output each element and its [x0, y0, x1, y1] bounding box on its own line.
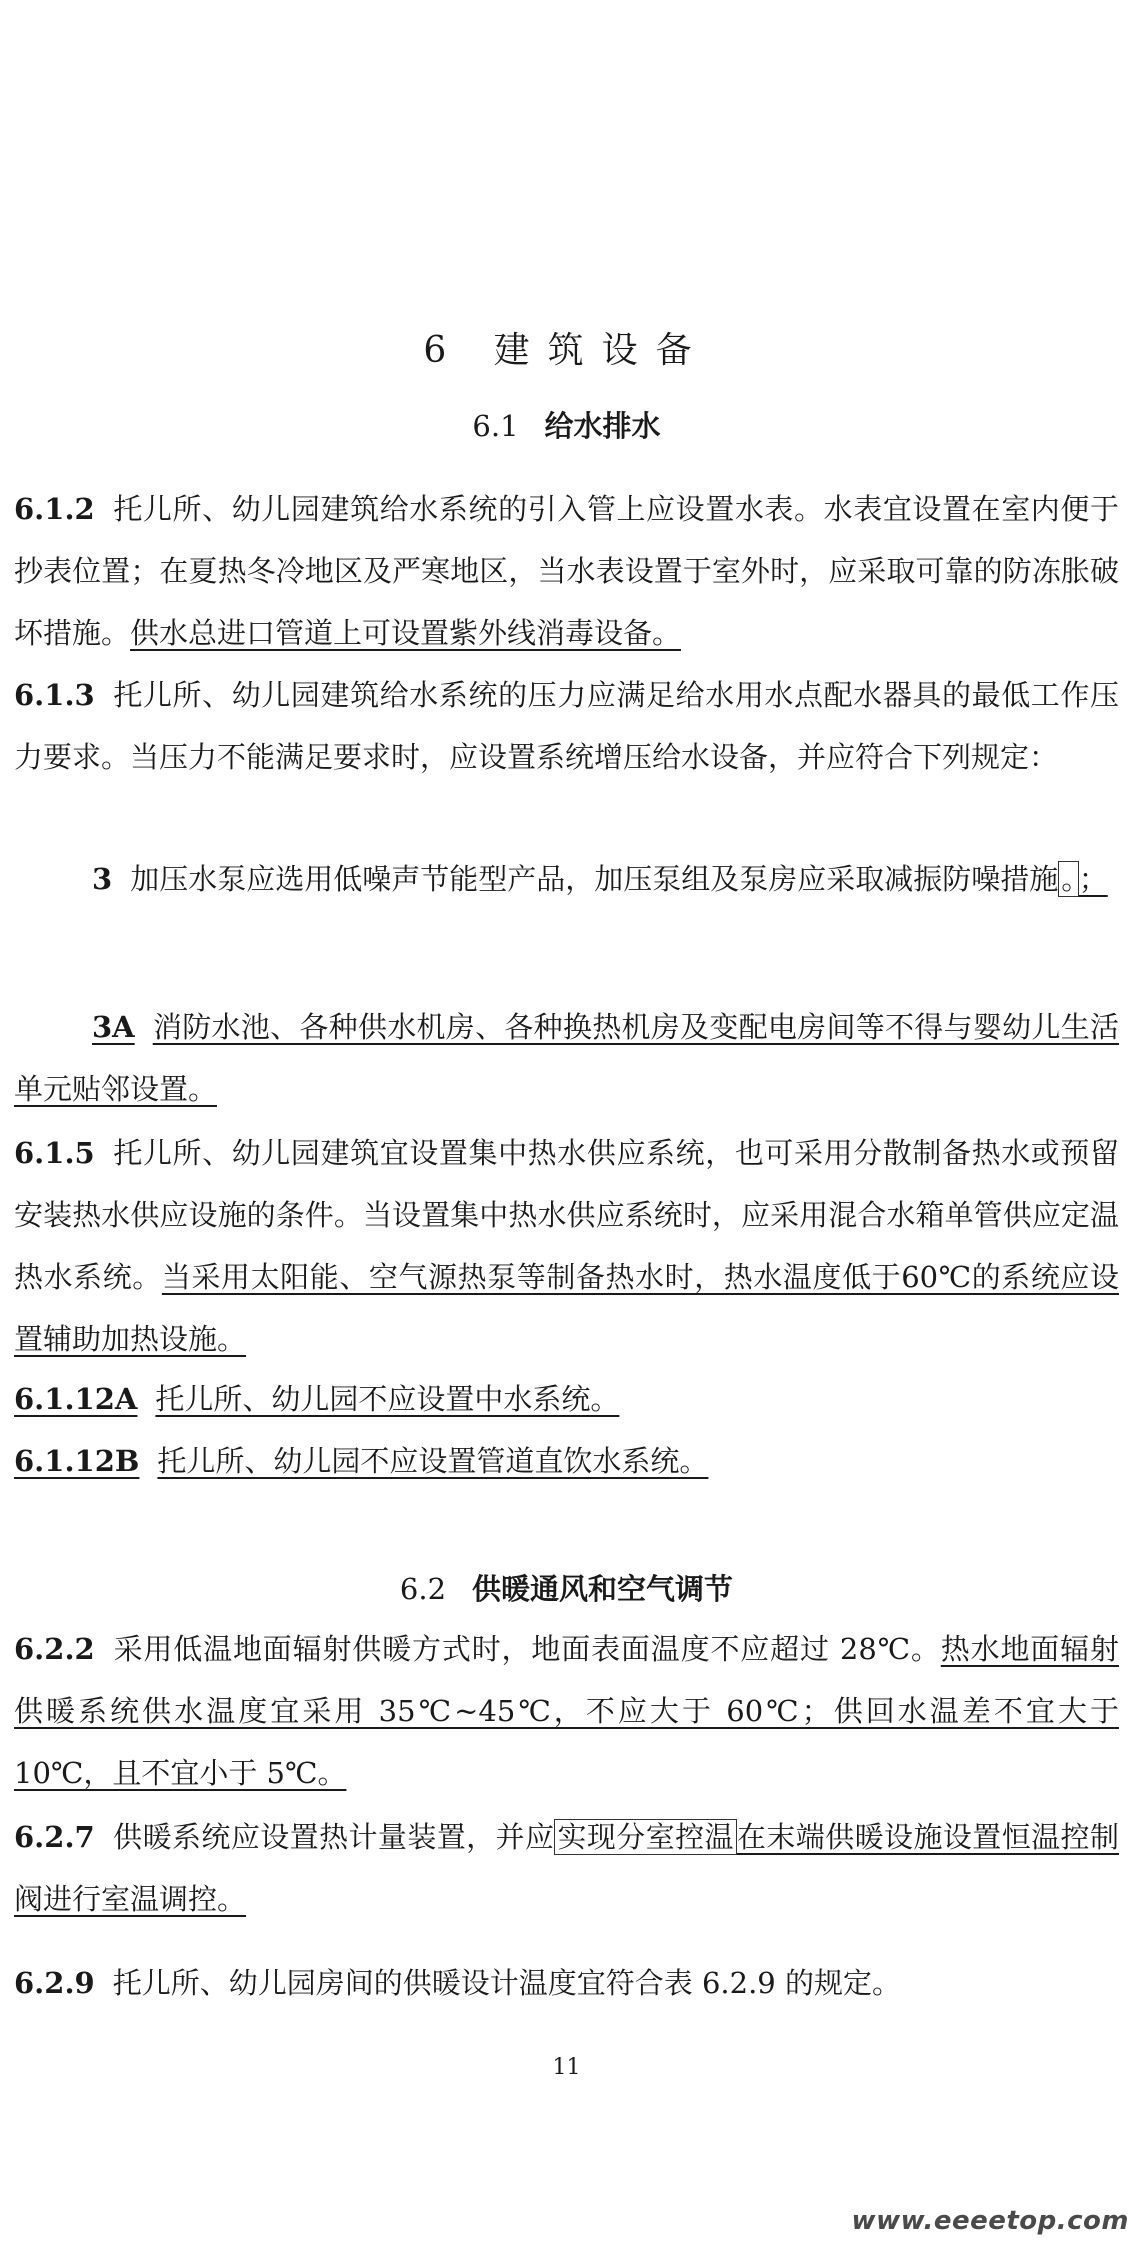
clause-number: 6.2.9 — [14, 1966, 95, 2000]
clause-6-1-3 — [14, 664, 1119, 788]
clause-text: 托儿所、幼儿园建筑给水系统的压力应满足给水用水点配水器具的最低工作压力要求。当压力不能满足要求时，应设置系统增压给水设备，并应符合下列规定： — [14, 678, 1119, 774]
clause-text: 托儿所、幼儿园建筑宜设置集中热水供应系统，也可采用分散制备热水或预留安装热水供应设施的条件。当设置集中热水供应系统时，应采用混合水箱单管供应定温热水系统。 — [14, 1136, 1119, 1294]
section-number: 6.1 — [472, 409, 519, 443]
clause-6-1-12b — [14, 1430, 1119, 1492]
clause-6-2-2 — [14, 1618, 1119, 1804]
clause-number: 6.1.5 — [14, 1136, 95, 1170]
clause-text: 托儿所、幼儿园不应设置管道直饮水系统。 — [157, 1444, 709, 1478]
clause-text: 供暖系统应设置热计量装置，并应 — [112, 1820, 555, 1854]
added-text: 在末端供暖设施设置恒温控制阀进行室温调控。 — [14, 1820, 1119, 1916]
added-text: ； — [1078, 862, 1108, 896]
chapter-title: 6 建筑设备 — [423, 330, 710, 371]
clause-number: 6.1.3 — [14, 678, 95, 712]
clause-number: 6.1.12A — [14, 1382, 138, 1416]
clause-number: 6.2.2 — [14, 1632, 95, 1666]
section-number: 6.2 — [399, 1572, 447, 1606]
watermark: www.eeeetop.com — [851, 2206, 1129, 2236]
added-text: 热水地面辐射供暖系统供水温度宜采用 35℃~45℃，不应大于 60℃；供回水温差不宜大于 10℃，且不宜小于 5℃。 — [14, 1632, 1119, 1790]
added-text: 当采用太阳能、空气源热泵等制备热水时，热水温度低于60℃的系统应设置辅助加热设施。 — [14, 1260, 1119, 1356]
clause-6-1-3-item-3 — [14, 848, 1119, 910]
item-number: 3 — [92, 862, 113, 896]
section-heading-6-2 — [0, 1567, 1133, 1608]
section-heading-6-1 — [0, 404, 1133, 445]
clause-6-1-5 — [14, 1122, 1119, 1370]
clause-text: 托儿所、幼儿园不应设置中水系统。 — [155, 1382, 620, 1416]
clause-number: 6.2.7 — [14, 1820, 95, 1854]
clause-text: 托儿所、幼儿园建筑给水系统的引入管上应设置水表。水表宜设置在室内便于抄表位置；在夏热冬冷地区及严寒地区，当水表设置于室外时，应采取可靠的防冻胀破坏措施。 — [14, 492, 1119, 650]
added-text: 供水总进口管道上可设置紫外线消毒设备。 — [130, 616, 682, 650]
clause-text: 托儿所、幼儿园房间的供暖设计温度宜符合表 6.2.9 的规定。 — [112, 1966, 901, 2000]
deleted-text-box: 实现分室控温 — [554, 1819, 737, 1855]
clause-6-2-7 — [14, 1806, 1119, 1930]
item-text: 加压水泵应选用低噪声节能型产品，加压泵组及泵房应采取减振防噪措施 — [130, 862, 1059, 896]
section-title-text: 给水排水 — [544, 409, 661, 443]
clause-number: 6.1.12B — [14, 1444, 140, 1478]
clause-6-1-3-item-3a — [14, 996, 1119, 1120]
clause-text: 采用低温地面辐射供暖方式时，地面表面温度不应超过 28℃。 — [112, 1632, 941, 1666]
section-title-text: 供暖通风和空气调节 — [472, 1572, 734, 1606]
item-number: 3A — [92, 1010, 135, 1044]
clause-6-1-2 — [14, 478, 1119, 664]
page-number: 11 — [552, 2055, 581, 2080]
clause-6-2-9 — [14, 1952, 1119, 2014]
clause-6-1-12a — [14, 1368, 1119, 1430]
item-text: 消防水池、各种供水机房、各种换热机房及变配电房间等不得与婴幼儿生活单元贴邻设置。 — [14, 1010, 1119, 1106]
deleted-mark-box: 。 — [1058, 861, 1079, 897]
clause-number: 6.1.2 — [14, 492, 95, 526]
